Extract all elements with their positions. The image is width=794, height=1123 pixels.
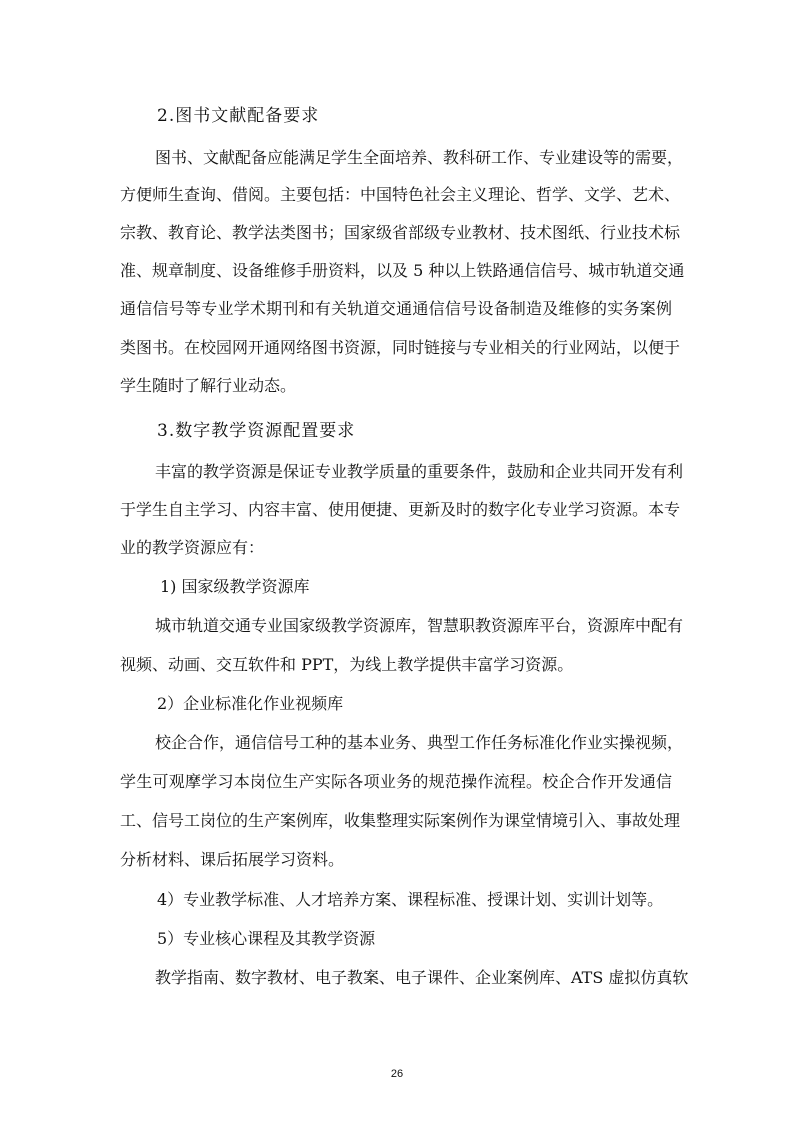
paragraph-line: 分析材料、课后拓展学习资料。 xyxy=(120,850,345,869)
paragraph-line: 丰富的教学资源是保证专业教学质量的重要条件，鼓励和企业共同开发有利 xyxy=(155,462,684,481)
page-number: 26 xyxy=(390,1068,404,1080)
paragraph-line: 业的教学资源应有： xyxy=(120,538,265,557)
section-heading: 2.图书文献配备要求 xyxy=(157,106,320,126)
list-item-title: 4）专业教学标准、人才培养方案、课程标准、授课计划、实训计划等。 xyxy=(157,890,664,909)
paragraph-line: 学生随时了解行业动态。 xyxy=(120,376,297,395)
paragraph-line: 校企合作，通信信号工种的基本业务、典型工作任务标准化作业实操视频， xyxy=(155,733,684,752)
paragraph-line: 学生可观摩学习本岗位生产实际各项业务的规范操作流程。校企合作开发通信 xyxy=(120,772,672,791)
paragraph-line: 于学生自主学习、内容丰富、使用便捷、更新及时的数字化专业学习资源。本专 xyxy=(120,500,681,519)
paragraph-line: 城市轨道交通专业国家级教学资源库，智慧职教资源库平台，资源库中配有 xyxy=(155,616,684,635)
section-heading: 3.数字教学资源配置要求 xyxy=(157,421,356,441)
paragraph-line: 工、信号工岗位的生产案例库，收集整理实际案例作为课堂情境引入、事故处理 xyxy=(120,811,681,830)
paragraph-line: 视频、动画、交互软件和 PPT，为线上教学提供丰富学习资源。 xyxy=(120,655,574,674)
paragraph-line: 类图书。在校园网开通网络图书资源，同时链接与专业相关的行业网站，以便于 xyxy=(120,338,681,357)
paragraph-line: 宗教、教育论、教学法类图书；国家级省部级专业教材、技术图纸、行业技术标 xyxy=(120,223,681,242)
list-item-title: 2）企业标准化作业视频库 xyxy=(157,694,344,713)
paragraph-line: 图书、文献配备应能满足学生全面培养、教科研工作、专业建设等的需要， xyxy=(155,148,684,167)
list-item-title: 1) 国家级教学资源库 xyxy=(160,577,310,596)
paragraph-line: 通信信号等专业学术期刊和有关轨道交通通信信号设备制造及维修的实务案例 xyxy=(120,299,672,318)
paragraph-line: 教学指南、数字教材、电子教案、电子课件、企业案例库、ATS 虚拟仿真软 xyxy=(155,968,689,987)
list-item-title: 5）专业核心课程及其教学资源 xyxy=(157,929,376,948)
paragraph-line: 方便师生查询、借阅。主要包括：中国特色社会主义理论、哲学、文学、艺术、 xyxy=(120,185,681,204)
paragraph-line: 准、规章制度、设备维修手册资料，以及 5 种以上铁路通信信号、城市轨道交通 xyxy=(120,261,685,280)
